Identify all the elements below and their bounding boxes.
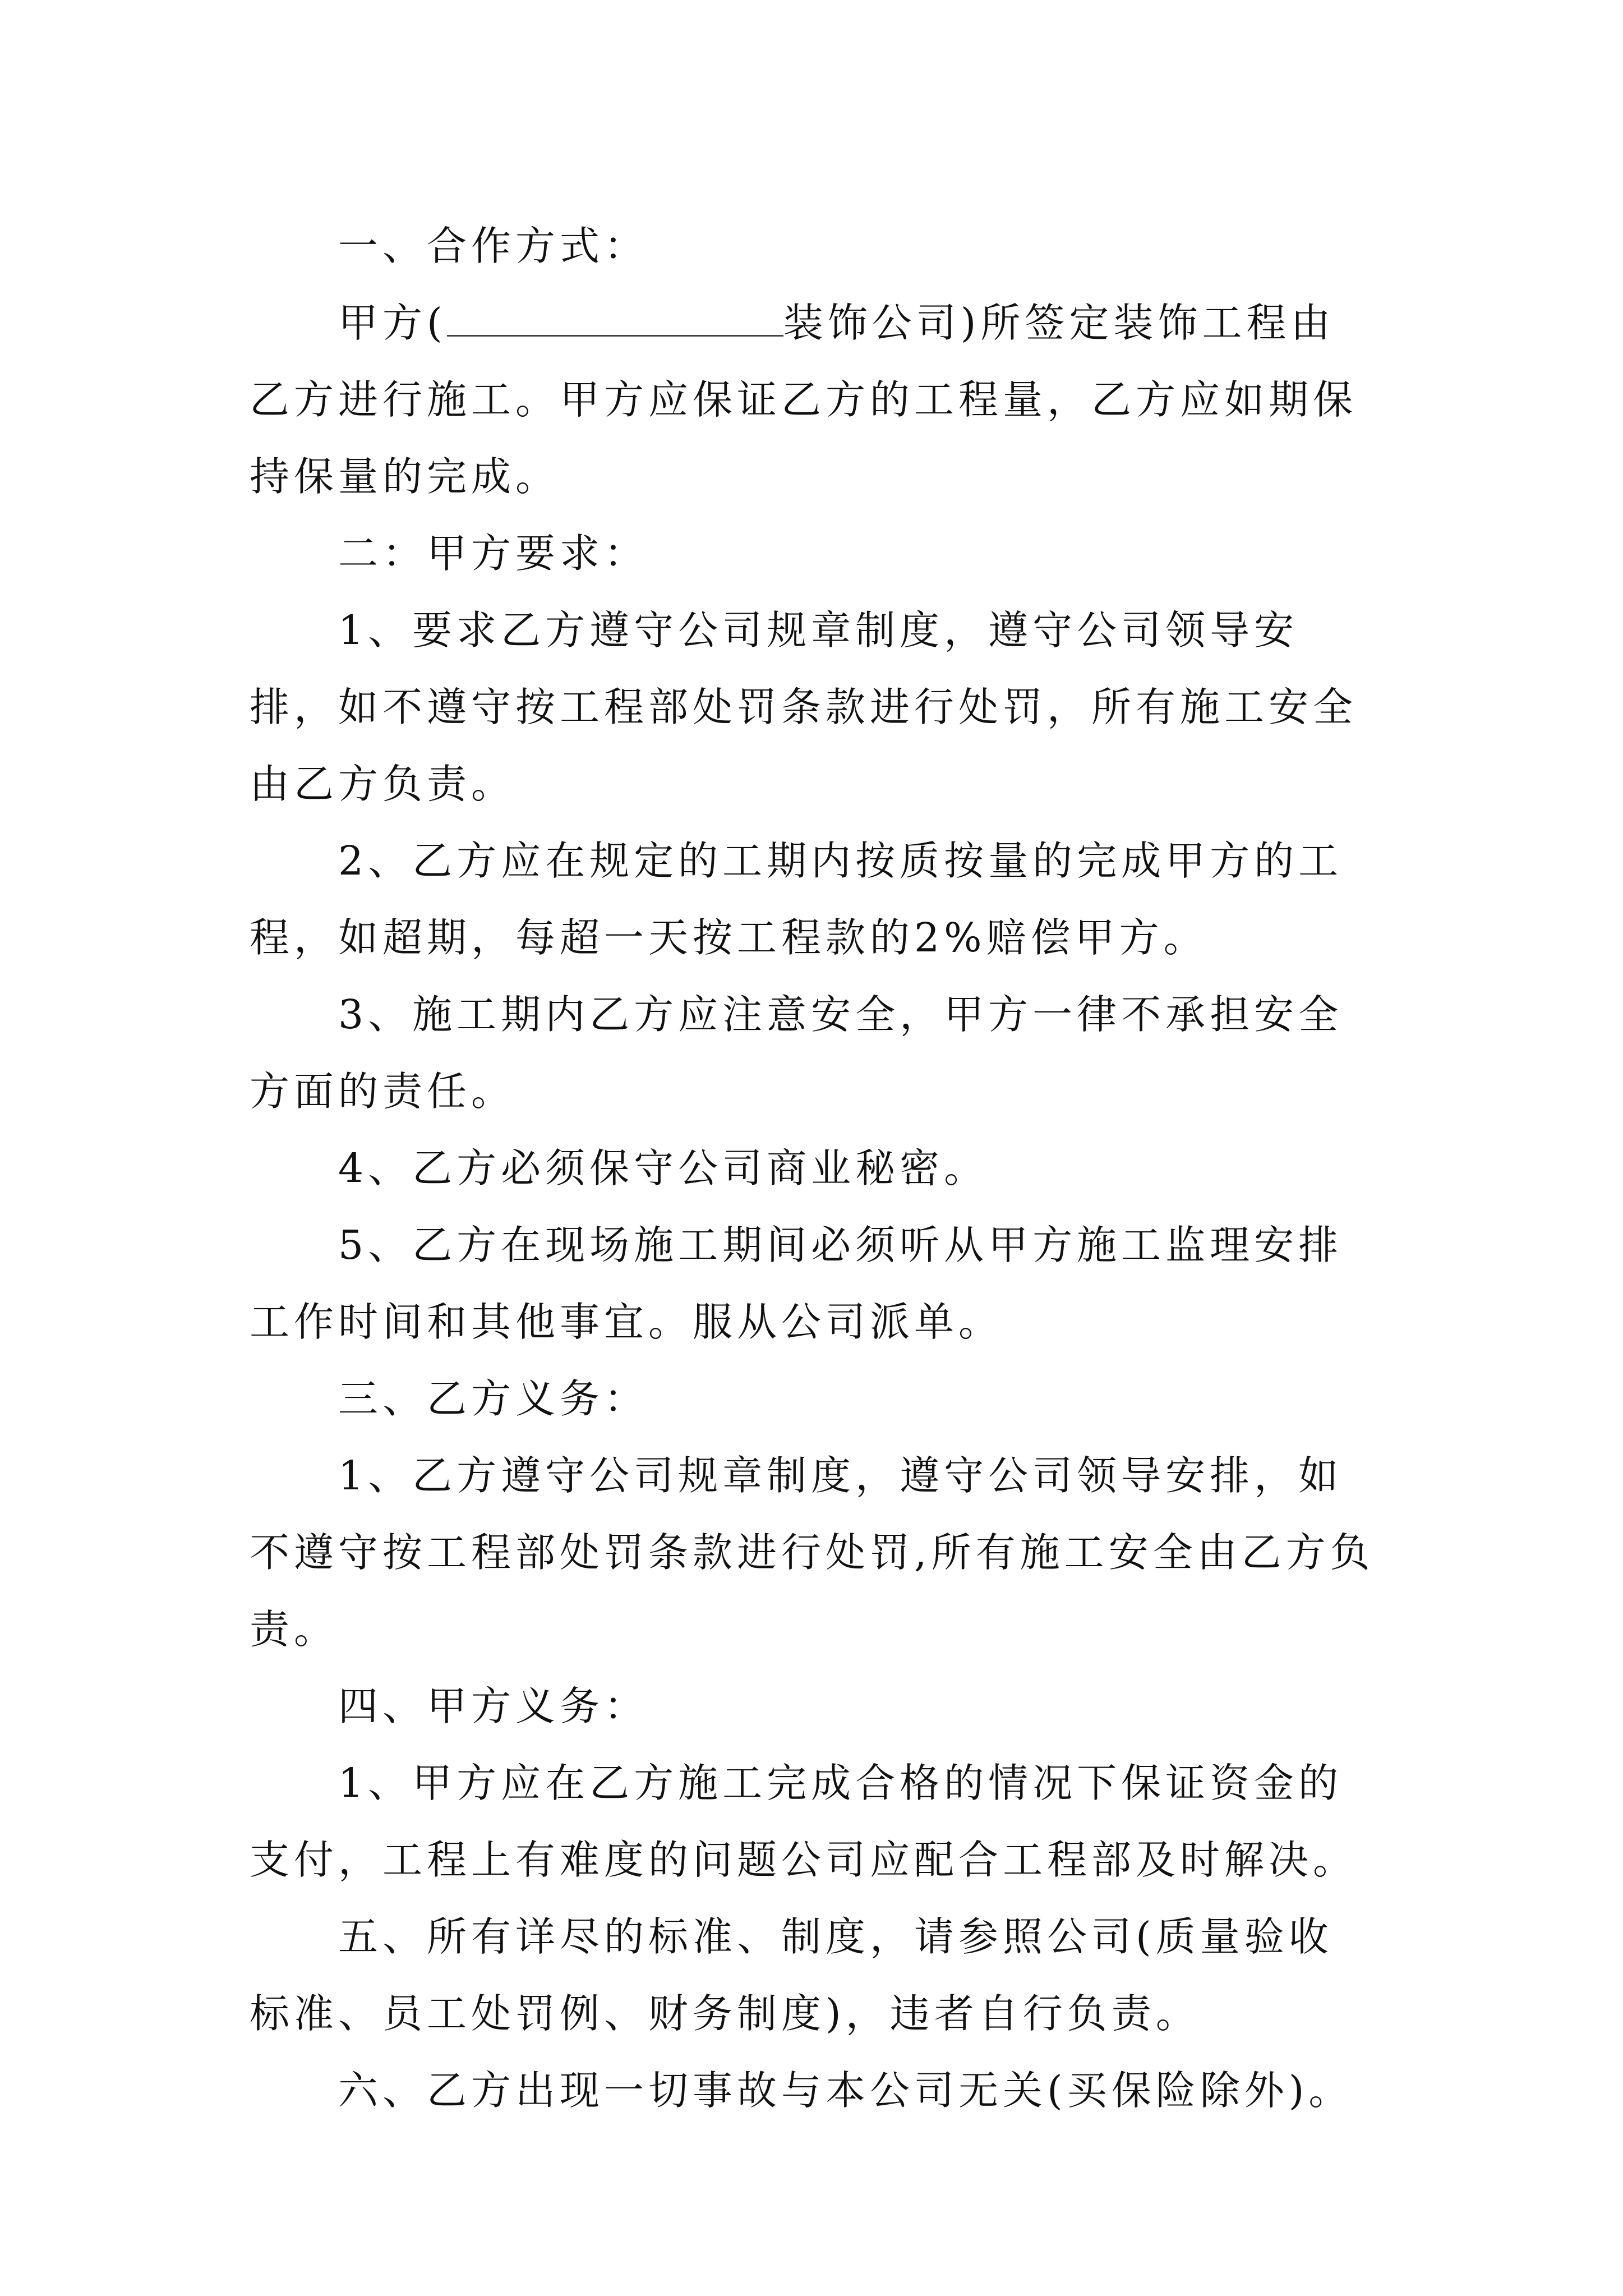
requirement-item-1: 1、要求乙方遵守公司规章制度，遵守公司领导安排，如不遵守按工程部处罚条款进行处罚，所有施工安全由乙方负责。	[250, 607, 1358, 807]
section-heading-party-b-obligations: 三、乙方义务：	[338, 1375, 649, 1422]
section-liability: 六、乙方出现一切事故与本公司无关(买保险除外)。	[338, 2067, 1353, 2114]
party-b-obligation-item-1: 1、乙方遵守公司规章制度，遵守公司领导安排，如不遵守按工程部处罚条款进行处罚,所有施工安全由乙方负责。	[250, 1452, 1375, 1653]
cooperation-clause	[250, 284, 1377, 515]
clause-text-before-blank: 甲方(	[338, 300, 447, 346]
section-heading-party-a-requirements: 二：甲方要求：	[338, 530, 649, 577]
contract-body	[250, 208, 1377, 2129]
requirement-item-3: 3、施工期内乙方应注意安全，甲方一律不承担安全方面的责任。	[250, 991, 1343, 1115]
requirement-item-2: 2、乙方应在规定的工期内按质按量的完成甲方的工程，如超期，每超一天按工程款的2%赔偿甲方。	[250, 838, 1343, 961]
section-heading-party-a-obligations: 四、甲方义务：	[338, 1683, 649, 1729]
party-a-obligation-item-1: 1、甲方应在乙方施工完成合格的情况下保证资金的支付，工程上有难度的问题公司应配合工程部及时解决。	[250, 1760, 1358, 1883]
requirement-item-5: 5、乙方在现场施工期间必须听从甲方施工监理安排工作时间和其他事宜。服从公司派单。	[250, 1222, 1343, 1345]
section-standards: 五、所有详尽的标准、制度，请参照公司(质量验收标准、员工处罚例、财务制度)，违者自行负责。	[250, 1913, 1333, 2037]
section-heading-cooperation: 一、合作方式：	[338, 223, 649, 269]
requirement-item-4: 4、乙方必须保守公司商业秘密。	[338, 1145, 989, 1191]
company-name-blank	[447, 301, 783, 337]
clause-text-after-blank: 装饰公司)所签定装饰工程由乙方进行施工。甲方应保证乙方的工程量，乙方应如期保持保量的完成。	[250, 300, 1358, 500]
